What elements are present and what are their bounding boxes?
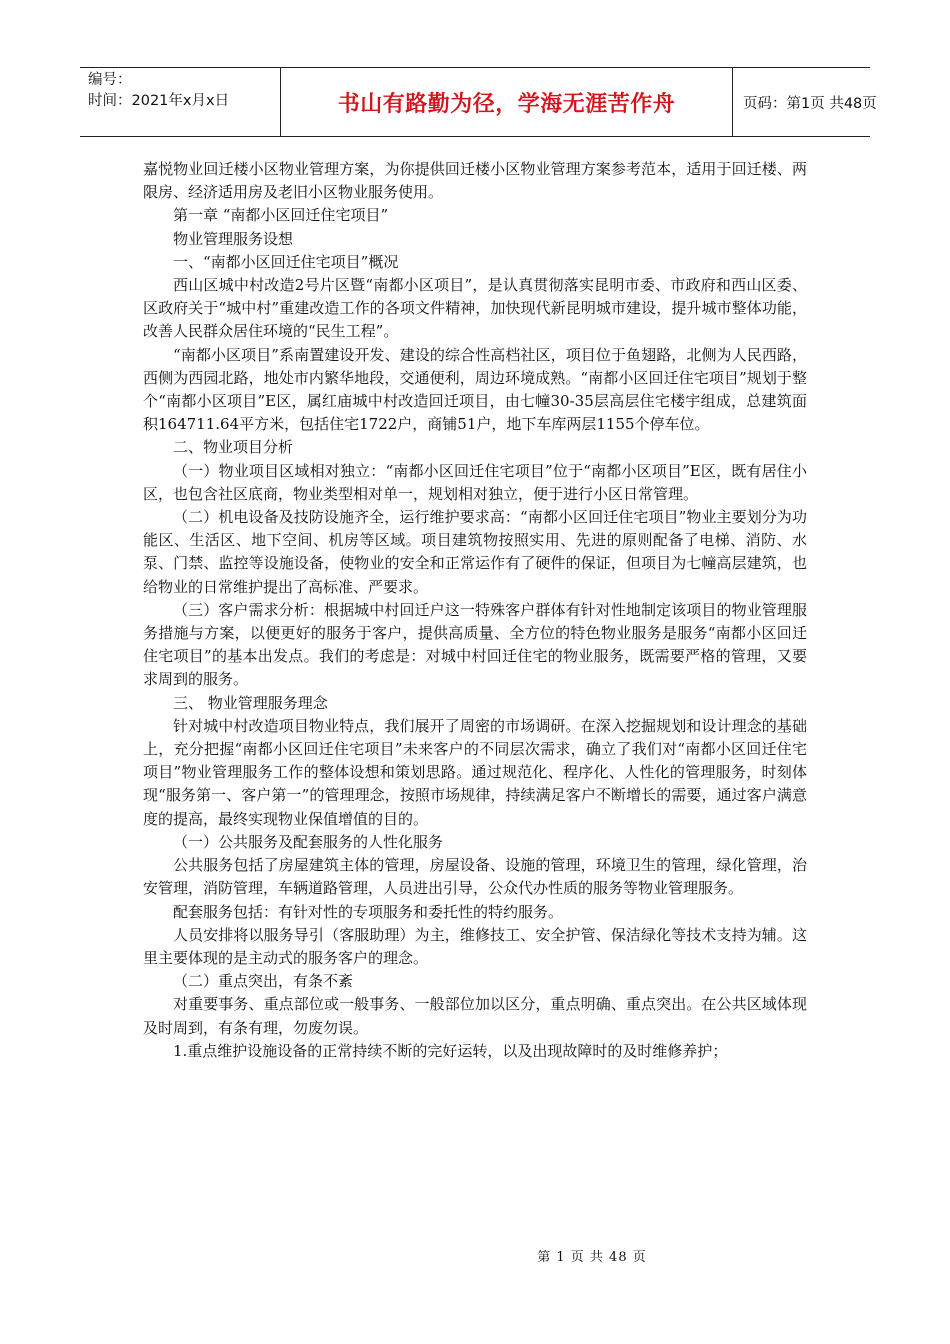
paragraph: 配套服务包括：有针对性的专项服务和委托性的特约服务。 bbox=[173, 902, 564, 921]
paragraph: 西山区城中村改造2号片区暨“南都小区项目”，是认真贯彻落实昆明市委、市政府和西山区委、区政府关于“城中村”重建改造工作的各项文件精神，加快现代新昆明城市建设，提升城市整体功能，改善人民群众居住环境的“民生工程”。 bbox=[143, 276, 807, 341]
paragraph: 1.重点维护设施设备的正常持续不断的完好运转，以及出现故障时的及时维修养护； bbox=[173, 1041, 728, 1060]
header-page-info: 页码：第1页 共48页 bbox=[743, 95, 877, 112]
header-motto: 书山有路勤为径，学海无涯苦作舟 bbox=[281, 68, 733, 136]
document-body bbox=[143, 158, 807, 1063]
section-title: 物业管理服务设想 bbox=[173, 229, 294, 248]
paragraph: 嘉悦物业回迁楼小区物业管理方案，为你提供回迁楼小区物业管理方案参考范本，适用于回迁楼、两限房、经济适用房及老旧小区物业服务使用。 bbox=[143, 160, 807, 202]
footer-page-number: 第 1 页 共 48 页 bbox=[537, 1250, 647, 1265]
paragraph: （三）客户需求分析：根据城中村回迁户这一特殊客户群体有针对性地制定该项目的物业管理服务措施与方案，以便更好的服务于客户，提供高质量、全方位的特色物业服务是服务“南都小区回迁住宅项目”的基本出发点。我们的考虑是：对城中村回迁住宅的物业服务，既需要严格的管理，又要求周到的服务。 bbox=[143, 600, 807, 689]
page-footer bbox=[0, 1246, 950, 1265]
subsection-heading: （一）公共服务及配套服务的人性化服务 bbox=[173, 832, 444, 851]
paragraph: 针对城中村改造项目物业特点，我们展开了周密的市场调研。在深入挖掘规划和设计理念的基础上，充分把握“南都小区回迁住宅项目”未来客户的不同层次需求，确立了我们对“南都小区回迁住宅项目”物业管理服务工作的整体设想和策划思路。通过规范化、程序化、人性化的管理服务，时刻体现“服务第一、客户第一”的管理理念，按照市场规律，持续满足客户不断增长的需要，通过客户满意度的提高，最终实现物业保值增值的目的。 bbox=[143, 716, 807, 828]
paragraph: （二）机电设备及技防设施齐全，运行维护要求高：“南都小区回迁住宅项目”物业主要划分为功能区、生活区、地下空间、机房等区域。项目建筑物按照实用、先进的原则配备了电梯、消防、水泵、门禁、监控等设施设备，使物业的安全和正常运作有了硬件的保证，但项目为七幢高层建筑，也给物业的日常维护提出了高标准、严要求。 bbox=[143, 508, 807, 596]
section-heading: 三、 物业管理服务理念 bbox=[173, 693, 328, 712]
document-number: 编号： bbox=[88, 72, 132, 88]
paragraph: 人员安排将以服务导引（客服助理）为主，维修技工、安全护管、保洁绿化等技术支持为辅。这里主要体现的是主动式的服务客户的理念。 bbox=[143, 925, 807, 967]
paragraph: （一）物业项目区域相对独立：“南都小区回迁住宅项目”位于“南都小区项目”E区，既有居住小区，也包含社区底商，物业类型相对单一，规划相对独立，便于进行小区日常管理。 bbox=[143, 461, 807, 503]
paragraph: 公共服务包括了房屋建筑主体的管理，房屋设备、设施的管理，环境卫生的管理，绿化管理，治安管理，消防管理，车辆道路管理，人员进出引导，公众代办性质的服务等物业管理服务。 bbox=[143, 856, 807, 898]
section-heading: 一、“南都小区回迁住宅项目”概况 bbox=[173, 252, 399, 271]
paragraph: “南都小区项目”系南置建设开发、建设的综合性高档社区，项目位于鱼翅路，北侧为人民西路，西侧为西园北路，地处市内繁华地段，交通便利，周边环境成熟。“南都小区回迁住宅项目”规划于整个“南都小区项目”E区，属红庙城中村改造回迁项目，由七幢30-35层高层住宅楼宇组成，总建筑面积164711.64平方米，包括住宅1722户，商铺51户，地下车库两层1155个停车位。 bbox=[143, 345, 807, 434]
chapter-heading: 第一章 “南都小区回迁住宅项目” bbox=[173, 206, 389, 225]
header-meta bbox=[80, 68, 281, 136]
page-header bbox=[80, 67, 877, 137]
paragraph: 对重要事务、重点部位或一般事务、一般部位加以区分，重点明确、重点突出。在公共区域体现及时周到，有条有理，勿废勿误。 bbox=[143, 995, 807, 1037]
document-date: 时间：2021年x月x日 bbox=[88, 93, 230, 109]
subsection-heading: （二）重点突出，有条不紊 bbox=[173, 972, 354, 991]
section-heading: 二、物业项目分析 bbox=[173, 438, 294, 457]
